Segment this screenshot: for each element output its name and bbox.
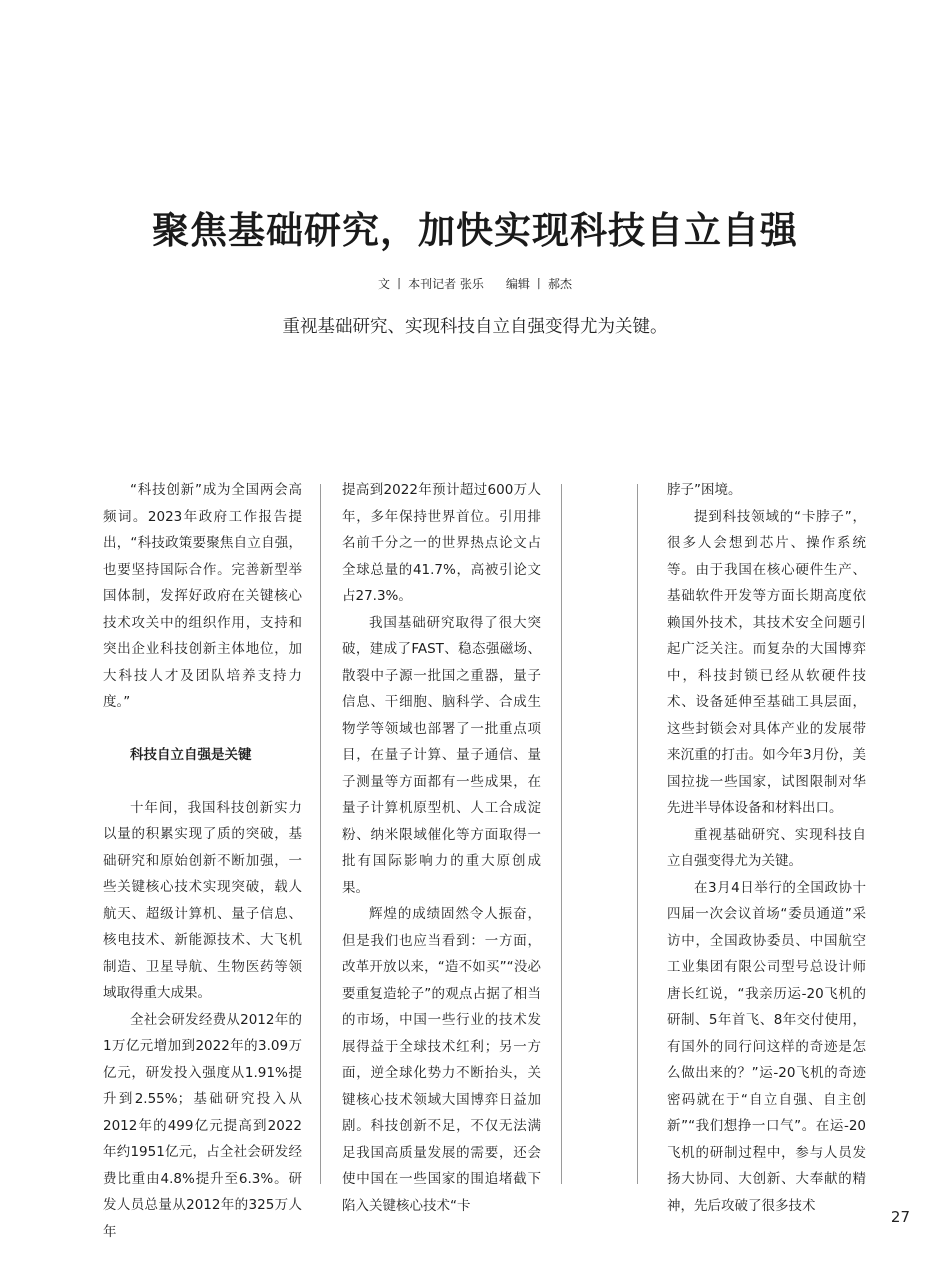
author-label: 文 (378, 277, 391, 291)
section-heading: 科技自立自强是关键 (130, 746, 252, 763)
paragraph: 我国基础研究取得了很大突破，建成了FAST、稳态强磁场、散裂中子源一批国之重器，量子信息、干细胞、脑科学、合成生物学等领域也部署了一批重点项目，在量子计算、量子通信、量子测量等方面都有一些成果，在量子计算机原型机、人工合成淀粉、纳米限域催化等方面取得一批有国际影响力的重大原创成果。 (342, 614, 541, 896)
author-name: 本刊记者 张乐 (408, 277, 484, 291)
paragraph: 全社会研发经费从2012年的1万亿元增加到2022年的3.09万亿元，研发投入强度从1.91%提升到2.55%；基础研究投入从2012年的499亿元提高到2022年约1951亿元，占全社会研发经费比重由4.8%提升至6.3%。研发人员总量从2012年的325万人年 (103, 1011, 302, 1240)
editor-name: 郝杰 (547, 277, 572, 291)
article-subtitle: 重视基础研究、实现科技自立自强变得尤为关键。 (282, 317, 668, 337)
byline-separator: 丨 (532, 277, 545, 291)
paragraph: 提高到2022年预计超过600万人年，多年保持世界首位。引用排名前千分之一的世界热点论文占全球总量的41.7%，高被引论文占27.3%。 (342, 482, 541, 604)
paragraph: “科技创新”成为全国两会高频词。2023年政府工作报告提出，“科技政策要聚焦自立自强，也要坚持国际合作。完善新型举国体制，发挥好政府在关键核心技术攻关中的组织作用，支持和突出企业科技创新主体地位，加大科技人才及团队培养支持力度。” (103, 482, 302, 710)
paragraph: 辉煌的成绩固然令人振奋，但是我们也应当看到：一方面，改革开放以来，“造不如买”“没必要重复造轮子”的观点占据了相当的市场，中国一些行业的技术发展得益于全球技术红利；另一方面，逆全球化势力不断抬头，关键核心技术领域大国博弈日益加剧。科技创新不足，不仅无法满足我国高质量发展的需要，还会使中国在一些国家的围追堵截下陷入关键核心技术“卡 (342, 906, 541, 1214)
page-number: 27 (890, 1208, 910, 1226)
paragraph: 提到科技领域的“卡脖子”，很多人会想到芯片、操作系统等。由于我国在核心硬件生产、基础软件开发等方面长期高度依赖国外技术，其技术安全问题引起广泛关注。而复杂的大国博弈中，科技封锁已经从软硬件技术、设备延伸至基础工具层面，这些封锁会对具体产业的发展带来沉重的打击。如今年3月份，美国拉拢一些国家，试图限制对华先进半导体设备和材料出口。 (667, 508, 866, 816)
paragraph: 重视基础研究、实现科技自立自强变得尤为关键。 (667, 826, 866, 869)
paragraph: 在3月4日举行的全国政协十四届一次会议首场“委员通道”采访中，全国政协委员、中国航空工业集团有限公司型号总设计师唐长红说，“我亲历运-20飞机的研制、5年首飞、8年交付使用，有国外的同行问这样的奇迹是怎么做出来的？”运-20飞机的奇迹密码就在于“自立自强、自主创新”“我们想挣一口气”。在运-20飞机的研制过程中，参与人员发扬大协同、大创新、大奉献的精神，先后攻破了很多技术 (667, 879, 866, 1214)
byline-separator: 丨 (393, 277, 406, 291)
column-divider (320, 484, 321, 1184)
byline (0, 275, 950, 292)
paragraph: 脖子”困境。 (667, 482, 742, 498)
column-divider (561, 484, 562, 1184)
text-column-2 (342, 477, 541, 1219)
paragraph: 十年间，我国科技创新实力以量的积累实现了质的突破，基础研究和原始创新不断加强，一些关键核心技术实现突破，载人航天、超级计算机、量子信息、核电技术、新能源技术、大飞机制造、卫星导航、生物医药等领域取得重大成果。 (103, 799, 302, 1001)
text-column-3 (667, 477, 866, 1219)
article-title: 聚焦基础研究，加快实现科技自立自强 (152, 209, 798, 252)
text-column-1 (103, 477, 302, 1245)
column-divider (637, 484, 638, 1184)
editor-label: 编辑 (505, 277, 530, 291)
